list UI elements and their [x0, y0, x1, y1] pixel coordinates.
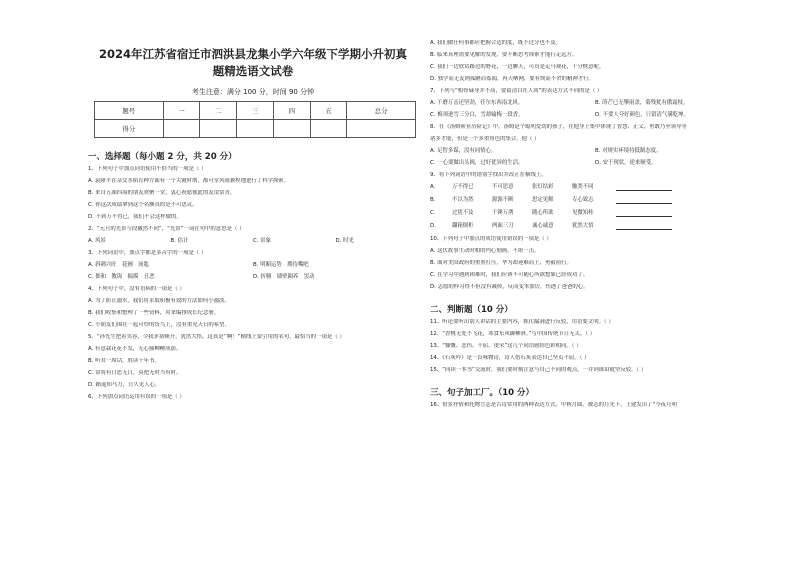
q8-options-row [430, 160, 760, 167]
score-row-label: 得分 [95, 120, 164, 138]
option: A. 足智多谋，没有同情心。 [430, 148, 497, 154]
option: B. 明媚运势 期待嘴吧 [253, 262, 309, 268]
word: 过犹不及 [452, 210, 474, 216]
judge-line: 12、“香桃无处不飞花，寒食东风御柳斜。”与中国传统节日无关。（ ） [430, 331, 596, 337]
score-cell[interactable] [200, 120, 237, 138]
option-line: B. 来自五湖四海的朋友欢聚一堂，衷心祝愿彼此的友谊常青。 [88, 190, 236, 196]
option-line: A. 有意栽花花不发，无心插柳柳成荫。 [88, 346, 182, 352]
answer-blank[interactable] [616, 223, 672, 230]
question-line: 3、下列词语中，加点字都是多音字的一项是（ ） [88, 250, 207, 256]
option: C. 景象 [253, 238, 271, 244]
option-line: A. 为了防止溺水，我们将采取积极有效的方法如何小溺淡。 [88, 298, 230, 304]
q3-options-row [88, 274, 418, 281]
section-2-title: 二、判断题（10 分） [430, 305, 513, 315]
score-header-cell: 五 [310, 102, 347, 120]
option-line: A. 我们做任何事都应把握合适的度，既不过分也不及。 [430, 40, 562, 46]
option-line: B. 临来真理需要见解的发现，要不断思考探索才能行走远方。 [430, 52, 578, 58]
score-header-cell: 三 [237, 102, 274, 120]
option-line: C. 我们一边欣赏路边的野花，一边聊天，可真是走马观花，十分惬意呢。 [430, 64, 605, 70]
judge-line: 14、《石灰吟》是一首咏物诗，诗人借石灰表达自己坚贞不屈。（ ） [430, 355, 590, 361]
score-header-row [95, 102, 416, 120]
option-line: C. 在学习中遇到困难时，我们应该不可随心所欲想象已经成功了。 [430, 272, 589, 278]
score-header-cell: 四 [273, 102, 310, 120]
score-table [94, 101, 416, 138]
q8-options-row [430, 148, 760, 155]
option-letter: B. [430, 197, 436, 203]
word: 不可思意 [492, 184, 514, 190]
option: D. 折腾 墙壁圈养 罢动 [253, 274, 315, 280]
word: 不以为然 [452, 197, 474, 203]
question-line: 9、将下列词语中的错别字找出并改正在横线上。 [430, 172, 547, 178]
score-cell[interactable] [163, 120, 200, 138]
word: 思定见解 [532, 197, 554, 203]
question-line: 16、借景抒情和托物言志是古诗常用的两种表达方式。中秋月圆，被志的月光下，王建发出了“今夜月明 [430, 402, 677, 408]
word: 翻箱倒柜 [452, 223, 474, 229]
judge-line: 11、听论要听出别人讲话的主要内容，抓住漏洞进行反驳，用语要文明。（ ） [430, 319, 614, 325]
section-1-title: 一、选择题（每小题 2 分，共 20 分） [88, 152, 237, 162]
option-line: D. 路遥知马力，日久见人心。 [88, 382, 161, 388]
score-cell[interactable] [347, 120, 416, 138]
answer-blank[interactable] [616, 184, 672, 191]
question-line: 7、下列与“相骨碌身并不高，要留清白在人间”的表达方式不同的是（ ） [430, 88, 603, 94]
word: 诚心诚意 [532, 223, 554, 229]
section-3-title: 三、句子加工厂。（10 分） [430, 388, 535, 398]
q7-options-row [430, 100, 760, 107]
option-line: D. 独学而无友则孤陋而寡闻，再天晒网，要有锲而不舍的精神才行。 [430, 76, 594, 82]
answer-blank[interactable] [616, 210, 672, 217]
option: B. 莳芒已无擎雨盖，菊残犹有傲霜枝。 [595, 100, 689, 106]
question-line: 8、在《汤姆索亚历险记》中，汤姆是个聪明爱幼的孩子，在他身上集中体现了智慧、正义、勇敢乃至领导等 [430, 124, 687, 130]
score-cell[interactable] [273, 120, 310, 138]
option: C. 拙和 教诲 揣摸 丑恶 [88, 274, 155, 280]
option: A. 斜刺兴旺 花圃 汤匙 [88, 262, 149, 268]
option-line: A. 袁隆平在杂交水稻育种方面有一个关键时期，都可堂风雨兼程地进行了科学探索。 [88, 178, 290, 184]
question-line: 4、下列句子中，没有语病的一项是（ ） [88, 286, 185, 292]
option: D. 安于现状，逆来顺受。 [595, 160, 657, 166]
option: A. 千磨万击还坚劲，任尔东西南北风。 [430, 100, 524, 106]
option-line: A. 这伏故事生动时相的内心刻画，不堪一击。 [430, 248, 540, 254]
score-header-cell: 一 [163, 102, 200, 120]
q9-row [430, 197, 760, 204]
word: 专心致志 [572, 197, 594, 203]
score-header-cell: 题号 [95, 102, 164, 120]
option: C. 梅须逊雪三分白，雪却输梅一段香。 [430, 112, 524, 118]
option: B. 估计 [170, 238, 189, 244]
right-column [430, 40, 760, 414]
question-line: 诸多才能，但是一个多重角色的集合。他（ ） [430, 136, 540, 142]
question-line: 5、“孙先生把着笑容，令我茅塞顿开，犹然大悟。这真是‘’啊！”横线上要引用的名句，最恰当的一项是（ ） [88, 334, 345, 340]
q2-options [88, 238, 418, 245]
q9-row [430, 210, 760, 217]
word: 犹然大悟 [572, 223, 594, 229]
option: A. 风景 [88, 238, 106, 244]
word: 见微知桂 [572, 210, 594, 216]
question-line: 2、“元旦的光景与段戴然不同”，“光景”一词在句中的意思是（ ） [88, 226, 245, 232]
score-cell[interactable] [310, 120, 347, 138]
judge-line: 15、“同读一本书”交流时，我们要时刻注意与自己不同的观点，一并到谁由就坚反驳。（ ） [430, 367, 647, 373]
option-line: B. 我们收集和整理了一些资料，用来编排成长纪念册。 [88, 310, 220, 316]
q3-options-row [88, 262, 418, 269]
word: 源源不断 [492, 197, 514, 203]
option: C. 一心要做出头揭，过好优异的生活。 [430, 160, 524, 166]
option-letter: C. [430, 210, 436, 216]
option-line: B. 面对美国政府的重重打压，华为却迎难而上，勇毅前行。 [430, 260, 572, 266]
judge-line: 13、“慷慨、悲伤、不屈、虔荣”这几个词语感情色彩相同。（ ） [430, 343, 582, 349]
word: 触类不同 [572, 184, 594, 190]
left-column [88, 0, 418, 406]
option-letter: A. [430, 184, 436, 190]
option: D. 时光 [335, 238, 354, 244]
question-line: 10、下列句子中加点的成语使用错误的一项是（ ） [430, 236, 552, 242]
word: 千锤万凿 [492, 210, 514, 216]
option: B. 对规实环境持抵制态度。 [595, 148, 662, 154]
score-header-cell: 总分 [347, 102, 416, 120]
score-header-cell: 二 [200, 102, 237, 120]
question-line: 6、下列加点词语运用有误的一项是（ ） [88, 394, 185, 400]
option-line: C. 常将有日思无日，莫把无时当有时。 [88, 370, 182, 376]
exam-title: 2024年江苏省宿迁市泗洪县龙集小学六年级下学期小升初真 题精选语文试卷 [98, 47, 407, 78]
answer-blank[interactable] [616, 197, 672, 204]
option: D. 不要人夸好颜色，只留清气满乾坤。 [595, 112, 689, 118]
option-line: D. 志愿的样习得不但没有减掉，反而变本加厉，伤透了爸爸的心。 [430, 284, 589, 290]
q7-options-row [430, 112, 760, 119]
option-letter: D. [430, 223, 436, 229]
word: 万不得已 [452, 184, 474, 190]
word: 张灯结彩 [532, 184, 554, 190]
question-line: 1、下列句子中加点词语使用不恰当的一项是（ ） [88, 166, 207, 172]
option-line: C. 小朋友们围在一起可怜的货鸟上，没有重见天日的希望。 [88, 322, 230, 328]
word: 随心所欲 [532, 210, 554, 216]
option-line: D. 不到万不得已，我们不会这样做的。 [88, 214, 182, 220]
word: 两面三刀 [492, 223, 514, 229]
option-line: C. 你这次成绩拿到这个名额真的是不可思议。 [88, 202, 198, 208]
q9-row [430, 184, 760, 191]
q9-row [430, 223, 760, 230]
option-line: B. 听君一席话，胜读十年书。 [88, 358, 160, 364]
score-cell[interactable] [237, 120, 274, 138]
score-value-row [95, 120, 416, 138]
exam-subtitle: 考生注意：满分 100 分，时间 90 分钟 [191, 88, 315, 96]
